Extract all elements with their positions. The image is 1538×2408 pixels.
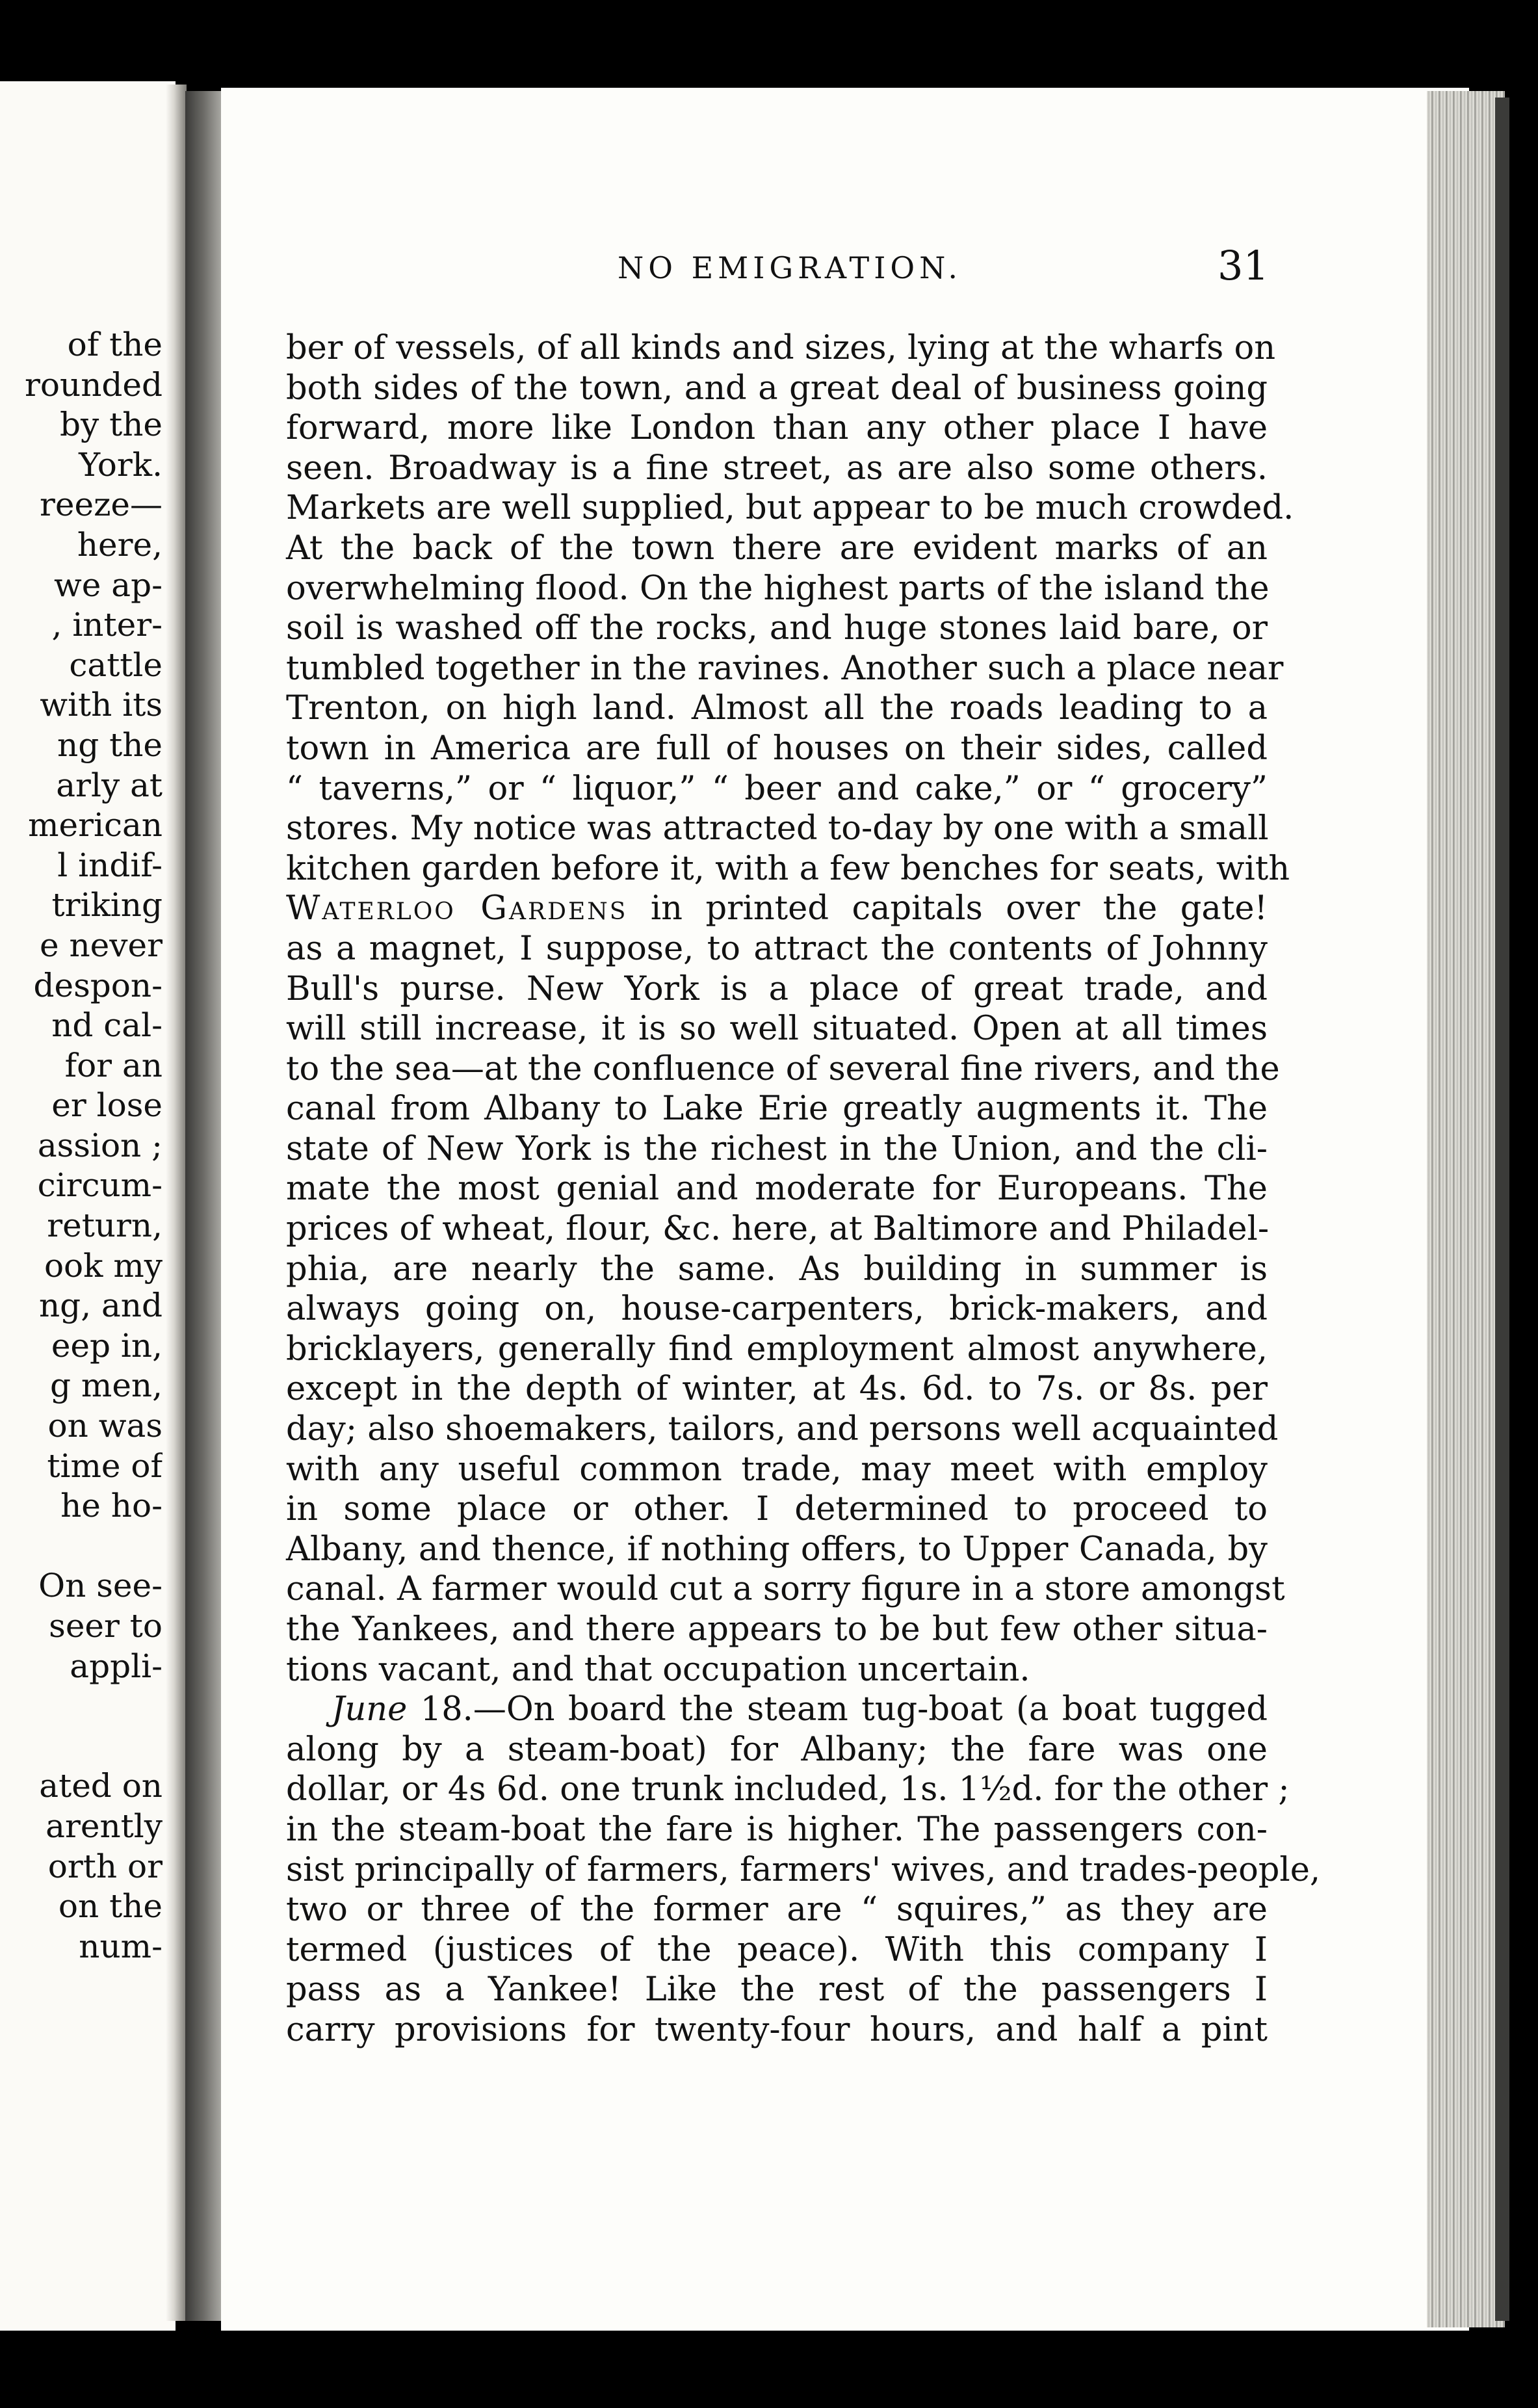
left-page-fragment: seer to [49,1607,163,1645]
left-page-fragment: arently [46,1807,163,1845]
text-line: dollar, or 4s 6d. one trunk included, 1s. 1½d. for the other ; [286,1770,1290,1809]
text-line: carry provisions for twenty-four hours, and half a pint [286,2010,1268,2049]
text-line: except in the depth of winter, at 4s. 6d. to 7s. or 8s. per [286,1370,1268,1409]
paragraph-2-first-line-text: 18.—On board the steam tug-boat (a boat tugged [407,1690,1268,1729]
left-page-fragment: triking [51,886,163,924]
left-page-fragment: circum- [37,1166,163,1205]
left-page-fragment: for an [64,1046,163,1084]
left-page-fragment: ng the [57,726,163,764]
text-line: in the steam-boat the fare is higher. The passengers con- [286,1810,1268,1849]
left-page-text-fragments [0,325,163,1967]
text-line: both sides of the town, and a great deal of business going [286,369,1268,408]
left-page-fragment: return, [47,1207,163,1245]
left-page-fragment: merican [28,806,163,844]
left-page-fragment: we ap- [54,566,163,604]
left-page-fragment: on the [58,1887,163,1926]
left-page-fragment: g men, [50,1367,163,1405]
left-page-fragment: arly at [56,766,163,804]
text-line: prices of wheat, flour, &c. here, at Baltimore and Philadel- [286,1210,1270,1249]
left-page-fragment: despon- [33,966,163,1004]
text-line: stores. My notice was attracted to-day by one with a small [286,809,1269,848]
left-page-fragment: ook my [44,1246,163,1285]
left-page-fragment: orth or [47,1847,163,1885]
text-line: tions vacant, and that occupation uncertain. [286,1650,1030,1689]
left-page-fragment: , inter- [51,606,163,644]
text-line: overwhelming flood. On the highest parts of the island the [286,569,1270,608]
text-line: town in America are full of houses on their sides, called [286,729,1268,768]
text-line: Albany, and thence, if nothing offers, to Upper Canada, by [286,1530,1268,1569]
book-gutter [185,91,221,2321]
text-line: ber of vessels, of all kinds and sizes, lying at the wharfs on [286,329,1276,367]
text-line: Bull's purse. New York is a place of great trade, and [286,969,1268,1008]
text-line: phia, are nearly the same. As building in summer is [286,1250,1268,1289]
waterloo-gardens-sign-text: Waterloo Gardens [286,889,628,928]
left-page-fragment: with its [40,686,163,724]
text-line: canal from Albany to Lake Erie greatly augments it. The [286,1090,1268,1129]
text-line: canal. A farmer would cut a sorry figure in a store amongst [286,1570,1285,1609]
text-line [286,889,1268,929]
text-line: with any useful common trade, may meet with employ [286,1450,1268,1489]
text-line: as a magnet, I suppose, to attract the contents of Johnny [286,929,1268,968]
left-page-fragment: On see- [38,1567,163,1605]
left-page-fragment: cattle [69,646,163,684]
left-page-fragment: here, [77,525,163,564]
text-line: the Yankees, and there appears to be but few other situa- [286,1610,1268,1649]
left-page-fragment: appli- [70,1647,163,1685]
left-page-fragment: of the [67,326,163,363]
page-number: 31 [1218,242,1269,289]
text-line: two or three of the former are “ squires,” as they are [286,1891,1268,1930]
left-page-fragment: nd cal- [51,1006,163,1045]
text-line: sist principally of farmers, farmers' wives, and trades-people, [286,1850,1321,1889]
text-line: Markets are well supplied, but appear to be much crowded. [286,489,1294,528]
text-line: At the back of the town there are evident marks of an [286,529,1268,568]
left-page-fragment [0,1727,163,1767]
left-page-fragment: l indif- [57,846,163,884]
paragraph-2-first-line [286,1690,1268,1730]
left-page-fragment: assion ; [37,1126,163,1164]
text-line: bricklayers, generally find employment almost anywhere, [286,1329,1268,1368]
running-head: NO EMIGRATION. [618,250,963,285]
left-page-fragment: ng, and [38,1287,163,1325]
body-text [286,328,1321,2050]
text-line: to the sea—at the confluence of several fine rivers, and the [286,1049,1280,1088]
fore-edge-shadow [1495,98,1509,2321]
left-page-fragment: on was [47,1407,163,1445]
text-line: Trenton, on high land. Almost all the roads leading to a [286,689,1268,728]
page-fore-edge [1427,91,1505,2327]
left-page-fragment: by the [59,406,163,444]
waterloo-line-rest: in printed capitals over the gate! [627,889,1268,928]
text-line: kitchen garden before it, with a few benches for seats, with [286,849,1290,888]
left-page-fragment: reeze— [39,486,163,524]
left-page-fragment: rounded [24,365,163,404]
text-line: pass as a Yankee! Like the rest of the passengers I [286,1970,1268,2009]
left-page-fragment: he ho- [60,1487,163,1525]
left-page-fragment: York. [79,445,163,484]
left-page-fragment: ated on [39,1767,163,1805]
text-line: tumbled together in the ravines. Another such a place near [286,649,1284,688]
left-page-fragment: e never [39,926,163,964]
text-line: soil is washed off the rocks, and huge stones laid bare, or [286,609,1268,648]
text-line: “ taverns,” or “ liquor,” “ beer and cake,” or “ grocery” [286,769,1268,808]
left-page-fragment [0,1686,163,1727]
left-page-fragment: time of [47,1446,163,1485]
left-page-edge [166,85,187,2321]
text-line: state of New York is the richest in the Union, and the cli- [286,1129,1268,1168]
text-line: day; also shoemakers, tailors, and persons well acquainted [286,1410,1279,1449]
text-line: in some place or other. I determined to proceed to [286,1490,1268,1529]
left-page-fragment: eep in, [51,1326,163,1365]
left-page-fragment: num- [79,1927,163,1965]
date-label: June [332,1690,408,1729]
text-line: seen. Broadway is a fine street, as are also some others. [286,449,1268,488]
text-line: along by a steam-boat) for Albany; the fare was one [286,1730,1268,1769]
text-line: forward, more like London than any other place I have [286,409,1268,448]
text-line: mate the most genial and moderate for Europeans. The [286,1170,1268,1209]
text-line: will still increase, it is so well situated. Open at all times [286,1010,1268,1049]
left-page-fragment [0,1526,163,1567]
left-page-fragment: er lose [51,1086,163,1125]
text-line: termed (justices of the peace). With this company I [286,1930,1268,1969]
text-line: always going on, house-carpenters, brick-makers, and [286,1290,1268,1329]
